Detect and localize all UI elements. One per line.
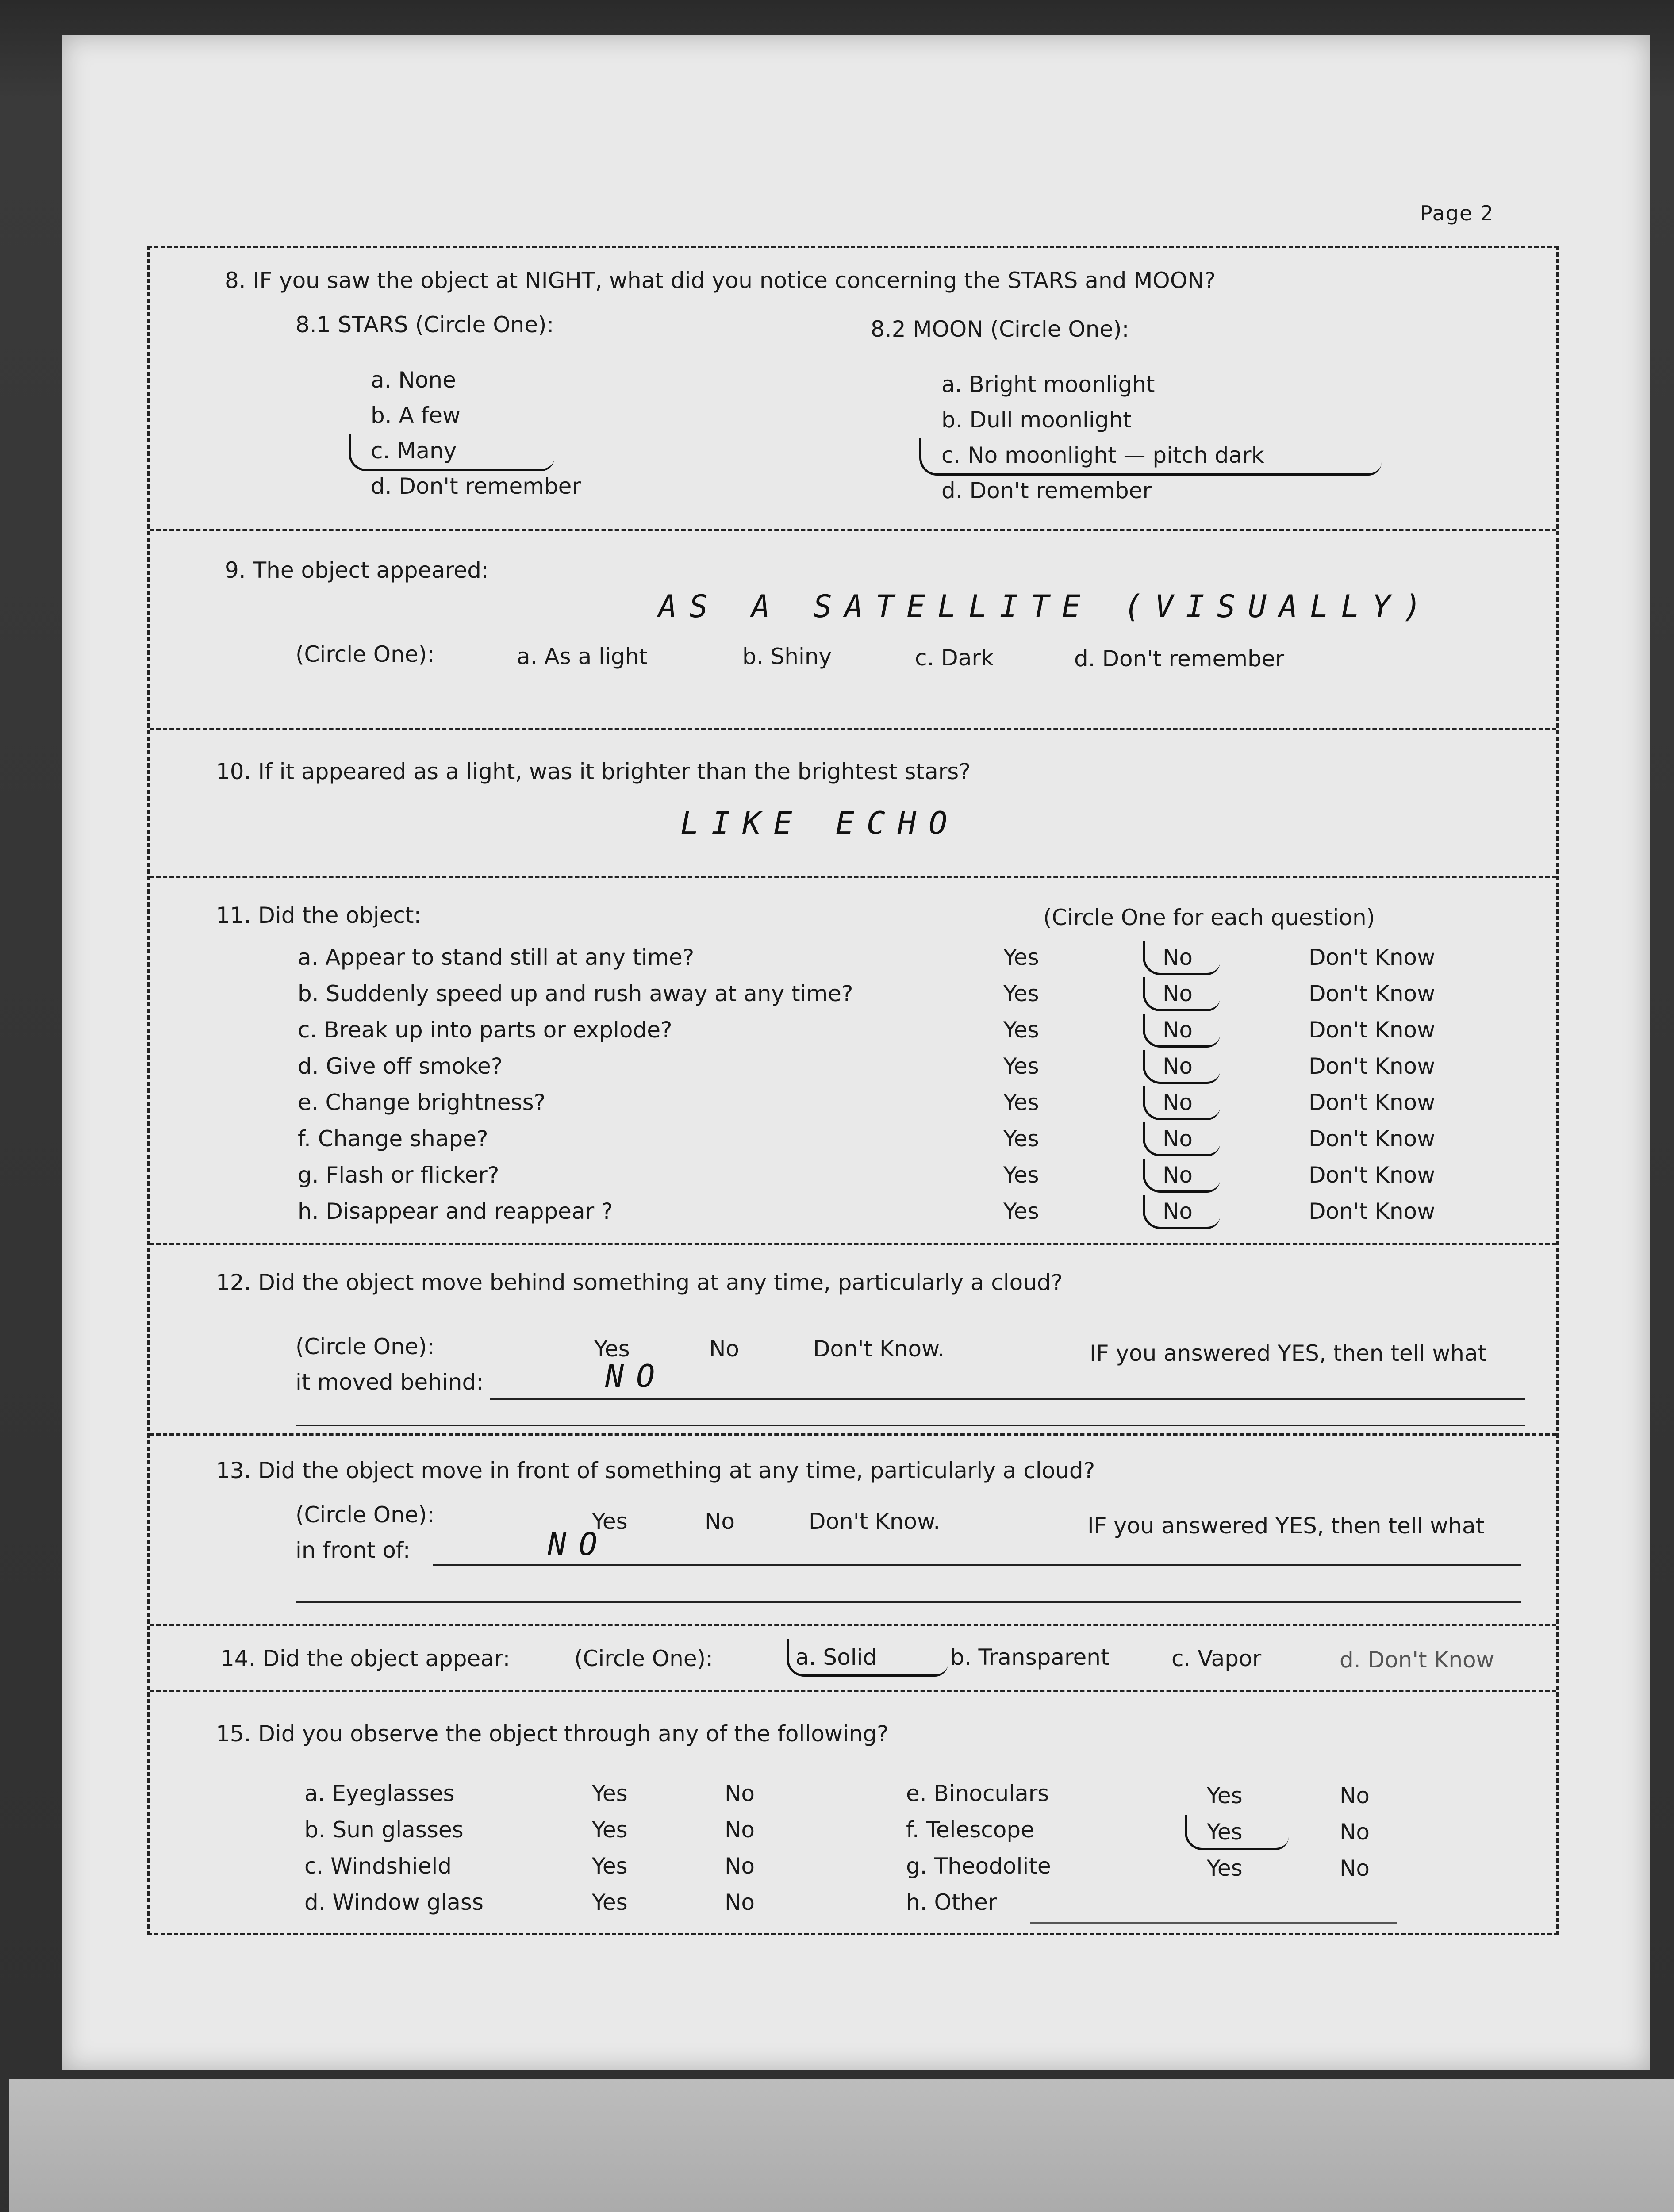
q8-stars-option-b: b. A few <box>371 403 461 428</box>
q8-stars-option-a: a. None <box>371 367 456 393</box>
q15-left-no: No <box>725 1853 755 1879</box>
q12-dont-know: Don't Know. <box>813 1336 945 1362</box>
q13-handwritten-answer: NO <box>548 1526 610 1563</box>
question-12 <box>150 1245 1556 1436</box>
q14-option-b: b. Transparent <box>950 1644 1110 1670</box>
question-9 <box>150 531 1556 730</box>
q14-circle-label: (Circle One): <box>574 1646 713 1671</box>
question-14 <box>150 1626 1556 1692</box>
q8-moon-selected-mark <box>919 438 1382 476</box>
q15-right-label: f. Telescope <box>906 1817 1034 1843</box>
q8-stars-option-d: d. Don't remember <box>371 473 581 499</box>
question-11 <box>150 878 1556 1245</box>
q14-selected-mark <box>787 1639 948 1677</box>
q8-moon-option-a: a. Bright moonlight <box>941 372 1155 397</box>
q15-left-label: c. Windshield <box>304 1853 452 1879</box>
q15-right-yes: Yes <box>1207 1819 1243 1845</box>
q15-right-label: g. Theodolite <box>906 1853 1051 1879</box>
q11-row-label: b. Suddenly speed up and rush away at any time? <box>298 981 853 1006</box>
q8-moon-option-b: b. Dull moonlight <box>941 407 1132 433</box>
question-10 <box>150 730 1556 878</box>
q11-row-no: No <box>1163 1017 1193 1043</box>
question-8 <box>150 248 1556 531</box>
q15-left-label: b. Sun glasses <box>304 1817 464 1843</box>
q11-row-yes: Yes <box>1003 1162 1039 1188</box>
q15-left-no: No <box>725 1817 755 1843</box>
q11-row-answer-mark <box>1143 1086 1220 1120</box>
q15-right-answer-mark <box>1185 1815 1289 1850</box>
q11-row-yes: Yes <box>1003 945 1039 970</box>
q8-moon-option-d: d. Don't remember <box>941 478 1152 503</box>
q11-row-label: d. Give off smoke? <box>298 1053 503 1079</box>
q13-answer-line-2 <box>296 1601 1521 1603</box>
q12-circle-label: (Circle One): <box>296 1334 434 1359</box>
q8-moon-heading: 8.2 MOON (Circle One): <box>871 316 1129 342</box>
q11-row-no: No <box>1163 1162 1193 1188</box>
q12-yes: Yes <box>594 1336 630 1362</box>
q12-follow-label: it moved behind: <box>296 1369 484 1395</box>
q11-row-dont-know: Don't Know <box>1309 1162 1435 1188</box>
q13-follow-label: in front of: <box>296 1537 411 1563</box>
lower-sheet <box>9 2079 1674 2212</box>
q11-row-dont-know: Don't Know <box>1309 1090 1435 1115</box>
q15-text: 15. Did you observe the object through any of the following? <box>216 1721 889 1747</box>
q11-row-dont-know: Don't Know <box>1309 945 1435 970</box>
page-number: Page 2 <box>1420 201 1494 225</box>
q10-handwritten-answer: LIKE ECHO <box>680 805 960 841</box>
q12-if-yes-text: IF you answered YES, then tell what <box>1090 1340 1487 1366</box>
q11-row-label: h. Disappear and reappear ? <box>298 1198 613 1224</box>
question-13 <box>150 1436 1556 1626</box>
q14-option-a: a. Solid <box>795 1644 877 1670</box>
q11-row-answer-mark <box>1143 1159 1220 1193</box>
q11-row-yes: Yes <box>1003 1126 1039 1152</box>
q11-row-yes: Yes <box>1003 1053 1039 1079</box>
q11-row-label: g. Flash or flicker? <box>298 1162 499 1188</box>
q15-left-yes: Yes <box>592 1817 628 1843</box>
q15-left-yes: Yes <box>592 1889 628 1915</box>
q10-text: 10. If it appeared as a light, was it brighter than the brightest stars? <box>216 759 971 784</box>
q11-row-answer-mark <box>1143 941 1220 975</box>
question-15 <box>150 1692 1556 1938</box>
q11-row-dont-know: Don't Know <box>1309 1017 1435 1043</box>
q8-stars-option-c: c. Many <box>371 438 457 464</box>
q15-right-label: e. Binoculars <box>906 1781 1049 1806</box>
q14-option-c: c. Vapor <box>1171 1646 1262 1671</box>
q13-circle-label: (Circle One): <box>296 1502 434 1528</box>
q11-row-dont-know: Don't Know <box>1309 1053 1435 1079</box>
q13-text: 13. Did the object move in front of something at any time, particularly a cloud? <box>216 1458 1095 1483</box>
q13-yes: Yes <box>592 1509 628 1534</box>
q15-right-yes: Yes <box>1207 1783 1243 1809</box>
q12-answer-line-2 <box>296 1425 1525 1426</box>
questionnaire-form <box>147 246 1559 1936</box>
q11-row-answer-mark <box>1143 977 1220 1011</box>
q8-stars-heading: 8.1 STARS (Circle One): <box>296 312 554 338</box>
q11-row-answer-mark <box>1143 1014 1220 1048</box>
q12-answer-line <box>490 1398 1525 1400</box>
q11-row-answer-mark <box>1143 1050 1220 1084</box>
q11-text: 11. Did the object: <box>216 902 422 928</box>
q11-row-no: No <box>1163 1053 1193 1079</box>
q11-row-dont-know: Don't Know <box>1309 981 1435 1006</box>
q15-left-label: a. Eyeglasses <box>304 1781 455 1806</box>
q11-circle-label: (Circle One for each question) <box>1043 905 1375 930</box>
q11-row-yes: Yes <box>1003 1090 1039 1115</box>
q12-handwritten-answer: NO <box>605 1358 668 1394</box>
q11-row-no: No <box>1163 1198 1193 1224</box>
q9-option-d: d. Don't remember <box>1074 646 1284 672</box>
q9-handwritten-answer: AS A SATELLITE (VISUALLY) <box>658 588 1434 625</box>
q11-row-label: a. Appear to stand still at any time? <box>298 945 695 970</box>
q11-row-dont-know: Don't Know <box>1309 1198 1435 1224</box>
q14-option-d: d. Don't Know <box>1340 1647 1494 1673</box>
q8-stars-selected-mark <box>349 434 554 471</box>
q9-option-c: c. Dark <box>915 645 994 671</box>
q15-right-no: No <box>1340 1819 1370 1845</box>
q9-option-b: b. Shiny <box>742 644 832 669</box>
q12-no: No <box>709 1336 739 1362</box>
q9-circle-label: (Circle One): <box>296 641 434 667</box>
q8-text: 8. IF you saw the object at NIGHT, what did you notice concerning the STARS and MOON? <box>225 268 1216 293</box>
q12-text: 12. Did the object move behind something at any time, particularly a cloud? <box>216 1270 1063 1295</box>
q15-left-no: No <box>725 1889 755 1915</box>
q11-row-no: No <box>1163 1126 1193 1152</box>
q15-left-no: No <box>725 1781 755 1806</box>
q9-option-a: a. As a light <box>517 644 648 669</box>
q11-row-no: No <box>1163 945 1193 970</box>
q13-if-yes-text: IF you answered YES, then tell what <box>1087 1513 1485 1539</box>
q15-right-no: No <box>1340 1783 1370 1809</box>
q15-left-yes: Yes <box>592 1853 628 1879</box>
q11-row-yes: Yes <box>1003 1017 1039 1043</box>
q13-no: No <box>705 1509 735 1534</box>
q11-row-label: e. Change brightness? <box>298 1090 546 1115</box>
q15-right-no: No <box>1340 1855 1370 1881</box>
q15-other-line <box>1030 1922 1397 1924</box>
q11-row-yes: Yes <box>1003 981 1039 1006</box>
q11-row-label: f. Change shape? <box>298 1126 488 1152</box>
q11-row-dont-know: Don't Know <box>1309 1126 1435 1152</box>
q15-left-yes: Yes <box>592 1781 628 1806</box>
q11-row-answer-mark <box>1143 1122 1220 1156</box>
q13-answer-line <box>433 1564 1521 1566</box>
q13-dont-know: Don't Know. <box>809 1509 941 1534</box>
q11-row-no: No <box>1163 981 1193 1006</box>
q15-left-label: d. Window glass <box>304 1889 484 1915</box>
q8-moon-option-c: c. No moonlight — pitch dark <box>941 442 1264 468</box>
q11-row-yes: Yes <box>1003 1198 1039 1224</box>
q14-text: 14. Did the object appear: <box>220 1646 511 1671</box>
q15-right-label: h. Other <box>906 1889 997 1915</box>
q11-row-label: c. Break up into parts or explode? <box>298 1017 672 1043</box>
q11-row-no: No <box>1163 1090 1193 1115</box>
q9-text: 9. The object appeared: <box>225 557 489 583</box>
q11-row-answer-mark <box>1143 1195 1220 1229</box>
q15-right-yes: Yes <box>1207 1855 1243 1881</box>
